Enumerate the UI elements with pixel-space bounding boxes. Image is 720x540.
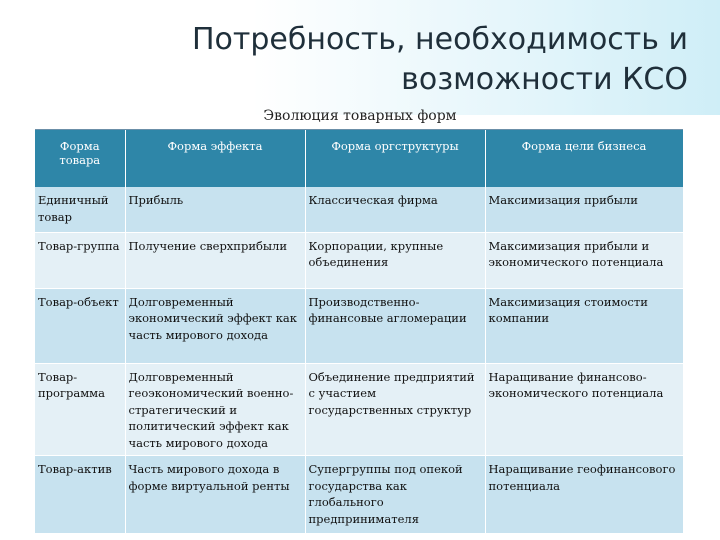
header-cell: Форма цели бизнеса bbox=[485, 130, 683, 187]
table-cell: Товар-объект bbox=[35, 288, 125, 363]
table-row bbox=[35, 187, 683, 232]
table-cell: Товар-актив bbox=[35, 456, 125, 534]
table-cell: Получение сверхприбыли bbox=[125, 232, 305, 288]
table-row bbox=[35, 363, 683, 456]
table-row bbox=[35, 232, 683, 288]
table-cell: Объединение предприятий с участием государственных структур bbox=[305, 363, 485, 456]
table-cell: Максимизация прибыли bbox=[485, 187, 683, 232]
table-cell: Супергруппы под опекой государства как глобального предпринимателя bbox=[305, 456, 485, 534]
table-cell: Максимизация прибыли и экономического потенциала bbox=[485, 232, 683, 288]
table-cell: Единичный товар bbox=[35, 187, 125, 232]
table-cell: Товар-программа bbox=[35, 363, 125, 456]
evolution-table bbox=[35, 130, 684, 534]
table-caption: Эволюция товарных форм bbox=[263, 108, 457, 124]
table-cell: Корпорации, крупные объединения bbox=[305, 232, 485, 288]
table-cell: Классическая фирма bbox=[305, 187, 485, 232]
table-row bbox=[35, 288, 683, 363]
table-cell: Наращивание финансово-экономического потенциала bbox=[485, 363, 683, 456]
header-row bbox=[35, 130, 683, 187]
table-cell: Производственно-финансовые агломерации bbox=[305, 288, 485, 363]
table-cell: Долговременный геоэкономический военно-стратегический и политический эффект как часть мирового дохода bbox=[125, 363, 305, 456]
header-cell: Форма товара bbox=[35, 130, 125, 187]
table-row bbox=[35, 456, 683, 534]
header-cell: Форма оргструктуры bbox=[305, 130, 485, 187]
table-cell: Прибыль bbox=[125, 187, 305, 232]
slide-title: Потребность, необходимость и возможности КСО bbox=[191, 22, 688, 97]
table-cell: Часть мирового дохода в форме виртуальной ренты bbox=[125, 456, 305, 534]
header-cell: Форма эффекта bbox=[125, 130, 305, 187]
table-cell: Долговременный экономический эффект как часть мирового дохода bbox=[125, 288, 305, 363]
table-cell: Максимизация стоимости компании bbox=[485, 288, 683, 363]
table-cell: Товар-группа bbox=[35, 232, 125, 288]
table-cell: Наращивание геофинансового потенциала bbox=[485, 456, 683, 534]
